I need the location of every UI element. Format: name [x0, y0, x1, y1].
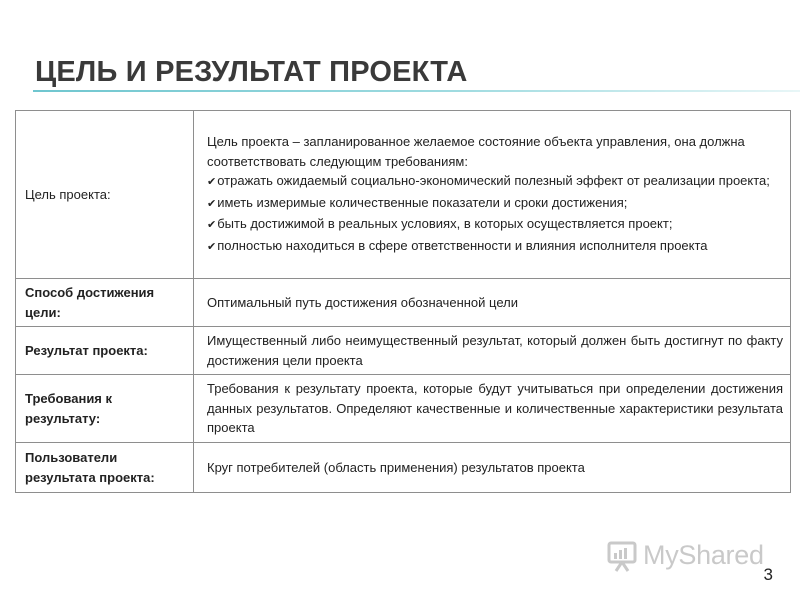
myshared-watermark	[607, 535, 764, 575]
watermark-text: MyShared	[643, 539, 764, 570]
row-content	[194, 111, 791, 279]
title-divider	[33, 90, 800, 92]
checkmark-icon: ✔	[207, 240, 217, 253]
list-item: ✔отражать ожидаемый социально-экономический полезный эффект от реализации проекта;	[207, 173, 770, 188]
checkmark-icon: ✔	[207, 219, 217, 231]
page-number: 3	[763, 565, 773, 584]
table-row	[16, 111, 791, 279]
list-item: ✔иметь измеримые количественные показатели и сроки достижения;	[207, 194, 628, 210]
presentation-board-icon	[607, 540, 637, 570]
project-goal-table	[15, 110, 791, 493]
row-content: Имущественный либо неимущественный результат, который должен быть достигнут по факту достижения цели проекта	[194, 327, 791, 375]
row-label: Цель проекта:	[16, 111, 194, 279]
row-content: Требования к результату проекта, которые будут учитываться при определении достижения данных результатов. Определяют качественные и количественные характеристики результата проекта	[194, 375, 791, 443]
row-label: Результат проекта:	[16, 327, 194, 375]
goal-intro: Цель проекта – запланированное желаемое состояние объекта управления, она должна соответствовать следующим требованиям:	[207, 134, 745, 169]
table-row	[16, 375, 791, 443]
row-label: Пользователи результата проекта:	[16, 443, 194, 493]
row-content: Оптимальный путь достижения обозначенной цели	[194, 279, 791, 327]
row-content: Круг потребителей (область применения) результатов проекта	[194, 443, 791, 493]
table-row	[16, 279, 791, 327]
list-item: ✔полностью находиться в сфере ответственности и влияния исполнителя проекта	[207, 237, 708, 253]
table-row	[16, 443, 791, 493]
checkmark-icon: ✔	[207, 197, 217, 210]
checkmark-icon: ✔	[207, 176, 217, 188]
list-item: ✔быть достижимой в реальных условиях, в которых осуществляется проект;	[207, 216, 673, 231]
table-row	[16, 327, 791, 375]
slide-title: ЦЕЛЬ И РЕЗУЛЬТАТ ПРОЕКТА	[35, 56, 468, 88]
row-label: Требования к результату:	[16, 375, 194, 443]
row-label: Способ достижения цели:	[16, 279, 194, 327]
